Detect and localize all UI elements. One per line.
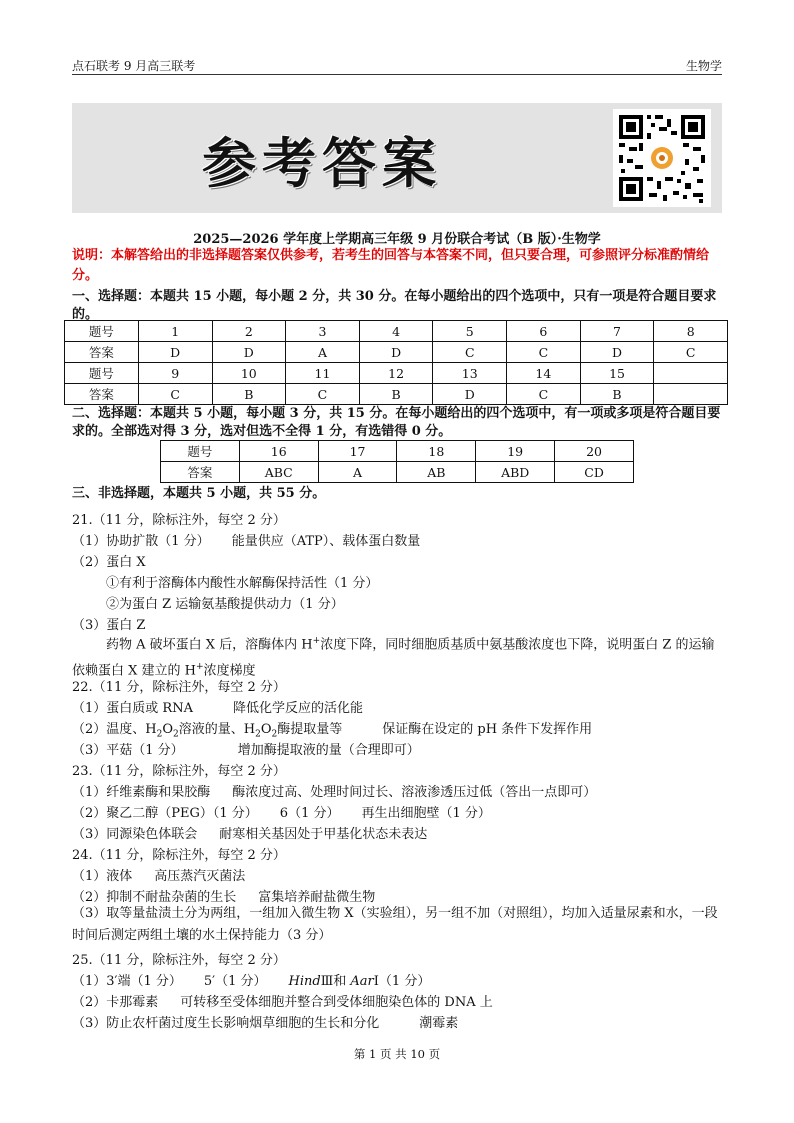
answer-text: （1）纤维素酶和果胶酶: [72, 785, 211, 800]
answer-cell: A: [318, 462, 397, 483]
table-row: [161, 462, 634, 483]
question-number: [654, 363, 728, 384]
question-number: 5: [433, 321, 507, 342]
section2-heading: 二、选择题：本题共 5 小题，每小题 3 分，共 15 分。在每小题给出的四个选项中，有一项或多项是符合题目要求的。全部选对得 3 分，选对但选不全得 1 分，有选错得 0 分。: [72, 406, 721, 439]
enzyme-name: Hind: [288, 974, 321, 989]
answer-text: （1）3′端（1 分）: [72, 974, 182, 989]
title-banner: [72, 103, 722, 213]
question-number: 16: [239, 441, 318, 462]
answer-text: （1）液体: [72, 869, 133, 884]
scoring-note: 说明：本解答给出的非选择题答案仅供参考，若考生的回答与本答案不同，但只要合理，可参照评分标准酌情给分。: [72, 248, 710, 283]
answer-text: 高压蒸汽灭菌法: [154, 869, 246, 884]
qr-code-graphic: [613, 109, 711, 207]
question-number: 4: [359, 321, 433, 342]
question-number: 15: [580, 363, 654, 384]
answer-cell: D: [580, 342, 654, 363]
answer-cell: [654, 384, 728, 405]
answer-text: 酶提取量等: [277, 722, 343, 737]
answer-text: O: [162, 722, 174, 737]
row-label: 答案: [65, 384, 139, 405]
answer-text: 浓度梯度: [203, 663, 256, 679]
question-number: 1: [138, 321, 212, 342]
table-row: [65, 384, 728, 405]
running-header-right: 生物学: [685, 59, 722, 73]
q21-part3-explanation: [72, 630, 722, 683]
answer-cell: ABC: [239, 462, 318, 483]
question-number: 11: [286, 363, 360, 384]
question-number: 9: [138, 363, 212, 384]
table-row: [65, 342, 728, 363]
answer-cell: C: [138, 384, 212, 405]
superscript: +: [312, 636, 321, 646]
table-row: [65, 363, 728, 384]
answer-text: （3）平菇（1 分）: [72, 743, 184, 758]
exam-title: 2025—2026 学年度上学期高三年级 9 月份联合考试（B 版）·生物学: [193, 232, 601, 247]
answer-text: Ⅰ（1 分）: [373, 974, 431, 989]
q22-part1: [72, 697, 363, 716]
row-label: 题号: [161, 441, 240, 462]
enzyme-name: Aar: [350, 974, 374, 989]
answer-cell: B: [580, 384, 654, 405]
q23-title: 23.（11 分，除标注外，每空 2 分）: [72, 764, 286, 779]
answer-cell: D: [138, 342, 212, 363]
answer-cell: C: [507, 342, 581, 363]
answer-text: 富集培养耐盐微生物: [258, 890, 376, 905]
answer-cell: B: [212, 384, 286, 405]
answer-text: 降低化学反应的活化能: [232, 701, 363, 716]
question-number: 13: [433, 363, 507, 384]
subscript: 2: [173, 729, 179, 740]
question-number: 19: [476, 441, 555, 462]
section1-answer-table: [64, 320, 728, 405]
q25-title: 25.（11 分，除标注外，每空 2 分）: [72, 953, 286, 968]
q24-part1: [72, 865, 245, 884]
answer-cell: ABD: [476, 462, 555, 483]
q21-title: 21.（11 分，除标注外，每空 2 分）: [72, 513, 286, 528]
question-number: 14: [507, 363, 581, 384]
answer-text: 保证酶在设定的 pH 条件下发挥作用: [382, 722, 593, 737]
q25-part3: [72, 1012, 458, 1031]
question-number: 10: [212, 363, 286, 384]
answer-text: （2）温度、H: [72, 722, 157, 737]
row-label: 题号: [65, 321, 139, 342]
answer-text: （2）卡那霉素: [72, 995, 159, 1010]
q21-part2: （2）蛋白 X: [72, 555, 146, 570]
answer-cell: A: [286, 342, 360, 363]
answer-text: （3）同源染色体联会: [72, 827, 198, 842]
answer-cell: D: [433, 384, 507, 405]
question-number: 20: [555, 441, 634, 462]
answer-text: 6（1 分）: [279, 806, 340, 821]
answer-text: （1）协助扩散（1 分）: [72, 534, 210, 549]
q23-part3: [72, 823, 427, 842]
page-footer: 第 1 页 共 10 页: [353, 1047, 441, 1061]
answer-text: O: [260, 722, 272, 737]
answer-cell: CD: [555, 462, 634, 483]
answer-cell: D: [212, 342, 286, 363]
answer-text: 5′（1 分）: [203, 974, 267, 989]
section2-answer-table: [160, 440, 634, 483]
answer-text: （2）抑制不耐盐杂菌的生长: [72, 890, 237, 905]
row-label: 答案: [65, 342, 139, 363]
q24-title: 24.（11 分，除标注外，每空 2 分）: [72, 848, 286, 863]
answer-text: 潮霉素: [419, 1016, 459, 1031]
answer-text: （3）防止农杆菌过度生长影响烟草细胞的生长和分化: [72, 1016, 380, 1031]
question-number: 6: [507, 321, 581, 342]
q22-part2: [72, 718, 592, 740]
answer-text: 可转移至受体细胞并整合到受体细胞染色体的 DNA 上: [180, 995, 493, 1010]
question-number: 17: [318, 441, 397, 462]
question-number: 7: [580, 321, 654, 342]
answer-cell: AB: [397, 462, 476, 483]
question-number: 2: [212, 321, 286, 342]
q21-part1: [72, 530, 420, 549]
q24-part3: （3）取等量盐渍土分为两组，一组加入微生物 X（实验组），另一组不加（对照组），均加入适量尿素和水，一段时间后测定两组土壤的水土保持能力（3 分）: [72, 906, 718, 943]
q21-part2-b: ②为蛋白 Z 运输氨基酸提供动力（1 分）: [106, 597, 344, 612]
superscript: +: [196, 662, 204, 673]
subscript: 2: [255, 729, 261, 740]
answer-text: Ⅲ和: [320, 974, 351, 989]
section1-heading: 一、选择题：本题共 15 小题，每小题 2 分，共 30 分。在每小题给出的四个选项中，只有一项是符合题目要求的。: [72, 289, 717, 322]
q21-part3: （3）蛋白 Z: [72, 618, 146, 633]
q25-part1: [72, 970, 430, 989]
answer-cell: C: [433, 342, 507, 363]
answer-text: 能量供应（ATP）、载体蛋白数量: [231, 534, 421, 549]
answer-text: 酶浓度过高、处理时间过长、溶液渗透压过低（答出一点即可）: [232, 785, 597, 800]
answer-text: 浓度下降，同时细胞质基质中氨基酸浓度也下降，说明蛋白 Z 的运输依赖蛋白 X 建立的 H: [72, 637, 715, 679]
q23-part1: [72, 781, 596, 800]
qr-code-icon: [613, 109, 711, 207]
question-number: 18: [397, 441, 476, 462]
subscript: 2: [156, 729, 163, 740]
header-rule: [72, 74, 722, 75]
question-number: 8: [654, 321, 728, 342]
table-row: [161, 441, 634, 462]
q22-part3: [72, 739, 420, 758]
row-label: 题号: [65, 363, 139, 384]
subscript: 2: [271, 729, 278, 740]
q25-part2: [72, 991, 493, 1010]
running-header-left: 点石联考 9 月高三联考: [72, 59, 196, 73]
answer-cell: B: [359, 384, 433, 405]
answer-text: （2）聚乙二醇（PEG）（1 分）: [72, 806, 258, 821]
table-row: [65, 321, 728, 342]
q21-part2-a: ①有利于溶酶体内酸性水解酶保持活性（1 分）: [106, 576, 379, 591]
answer-cell: C: [507, 384, 581, 405]
section3-heading: 三、非选择题，本题共 5 小题，共 55 分。: [72, 486, 326, 501]
question-number: 12: [359, 363, 433, 384]
question-number: 3: [286, 321, 360, 342]
answer-cell: C: [286, 384, 360, 405]
banner-title: 参考答案: [202, 131, 442, 195]
q22-title: 22.（11 分，除标注外，每空 2 分）: [72, 680, 286, 695]
answer-text: 溶液的量、H: [178, 722, 256, 737]
answer-text: 药物 A 破坏蛋白 X 后，溶酶体内 H: [106, 637, 313, 653]
q23-part2: [72, 802, 491, 821]
answer-text: 再生出细胞壁（1 分）: [361, 806, 491, 821]
answer-cell: C: [654, 342, 728, 363]
answer-text: （1）蛋白质或 RNA: [72, 701, 193, 716]
answer-text: 耐寒相关基因处于甲基化状态未表达: [219, 827, 428, 842]
row-label: 答案: [161, 462, 240, 483]
answer-cell: D: [359, 342, 433, 363]
answer-text: 增加酶提取液的量（合理即可）: [237, 743, 420, 758]
